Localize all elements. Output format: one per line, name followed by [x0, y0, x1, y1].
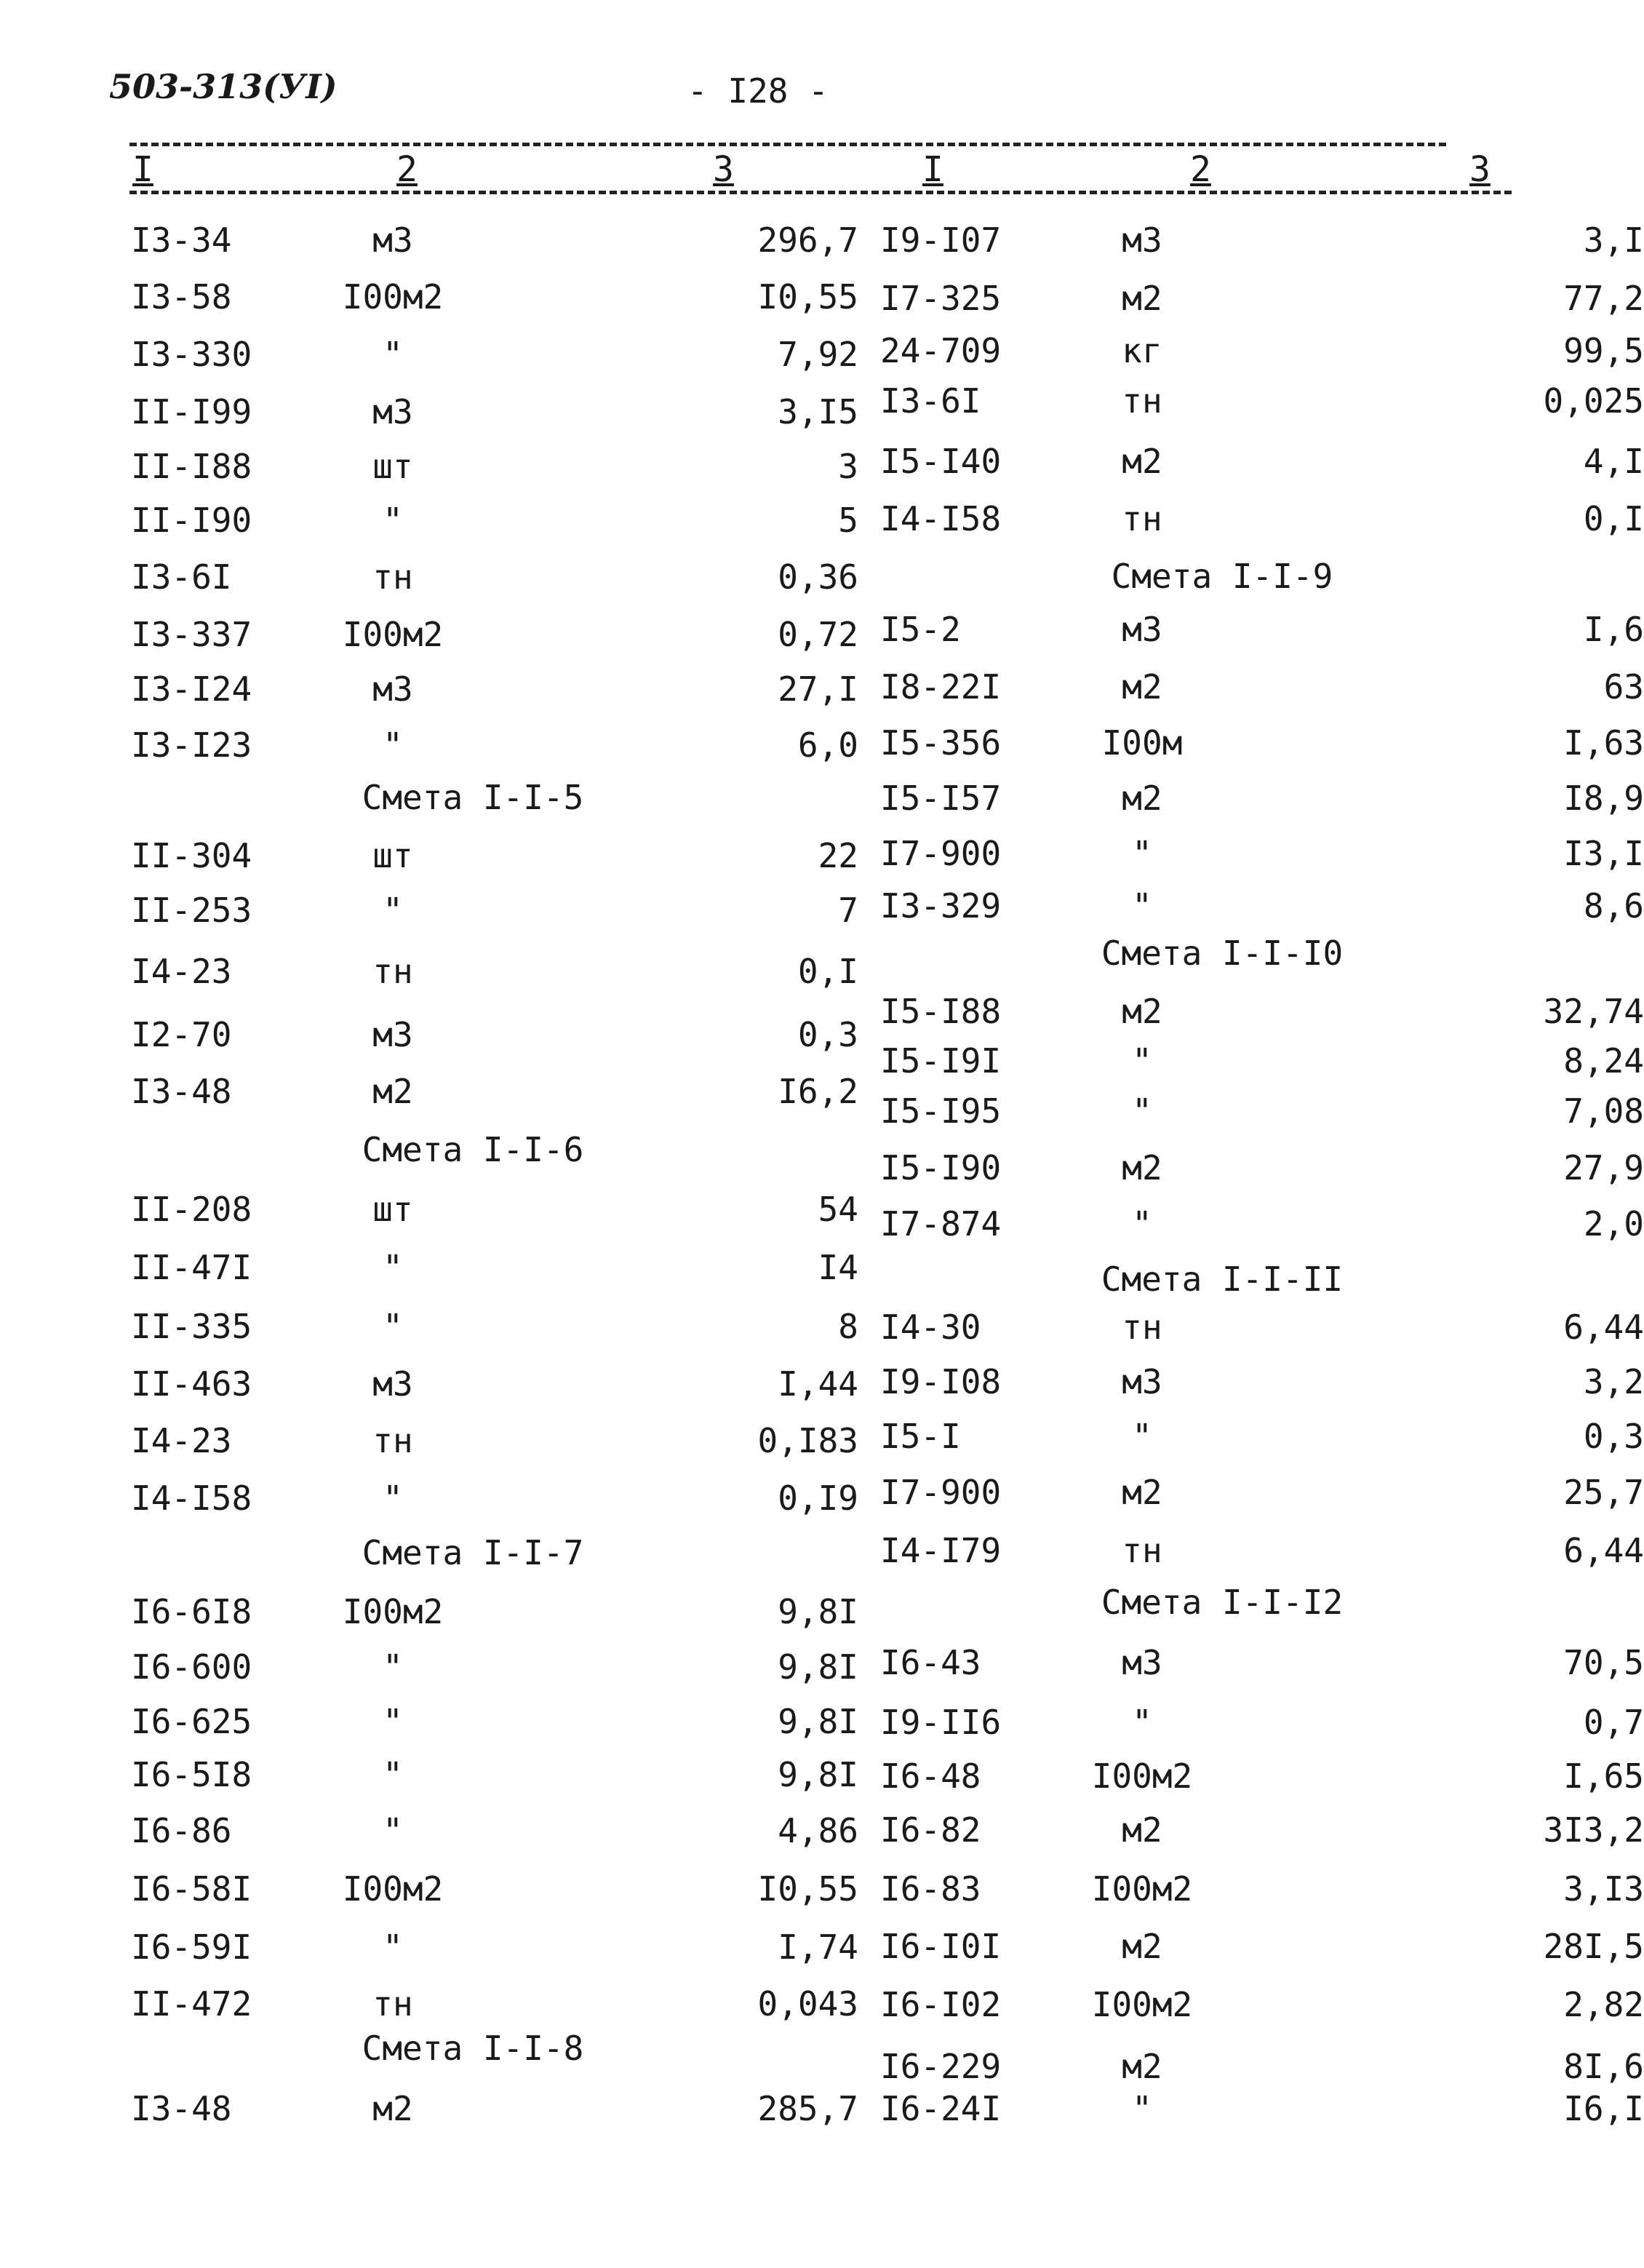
unit-of-measure: I00м2 [342, 1592, 444, 1631]
header-right-col2: 2 [1190, 149, 1211, 190]
quantity: 5 [838, 501, 858, 540]
unit-of-measure: " [1132, 1091, 1152, 1131]
quantity: 0,043 [757, 1984, 858, 2024]
section-heading [131, 1531, 858, 1575]
quantity: 70,5 [1563, 1643, 1644, 1682]
item-code: I3-6I [131, 557, 232, 597]
unit-of-measure: тн [372, 1984, 413, 2024]
table-row [880, 1983, 1644, 2026]
unit-of-measure: м2 [1122, 1473, 1162, 1512]
unit-of-measure: " [383, 1755, 403, 1794]
section-heading [131, 2026, 858, 2070]
table-row [880, 1700, 1644, 1744]
quantity: 9,8I [778, 1647, 858, 1687]
item-code: I3-I24 [131, 669, 252, 709]
section-heading [131, 1128, 858, 1171]
quantity: 0,3 [797, 1015, 858, 1054]
item-code: I9-I08 [880, 1362, 1002, 1401]
item-code: I6-43 [880, 1643, 981, 1682]
quantity: I3,I [1563, 834, 1644, 873]
quantity: 8,24 [1563, 1041, 1644, 1081]
table-row [880, 1925, 1644, 1968]
table-row [131, 218, 858, 262]
item-code: II-208 [131, 1190, 252, 1229]
unit-of-measure: тн [372, 1421, 413, 1460]
quantity: 22 [818, 836, 858, 875]
quantity: 7 [838, 891, 858, 930]
table-row [880, 439, 1644, 483]
table-row [880, 329, 1644, 373]
unit-of-measure: " [1132, 1204, 1152, 1244]
quantity: 8I,6 [1563, 2047, 1644, 2086]
table-row [880, 1146, 1644, 1190]
item-code: I6-5I8 [131, 1755, 252, 1794]
unit-of-measure: м2 [1122, 442, 1162, 481]
quantity: 77,2 [1563, 279, 1644, 318]
item-code: I6-48 [880, 1756, 981, 1796]
item-code: I6-I02 [880, 1985, 1002, 2024]
table-row [880, 1305, 1644, 1349]
table-row [131, 555, 858, 599]
table-row [880, 832, 1644, 875]
quantity: 63 [1603, 667, 1644, 707]
unit-of-measure: " [383, 1479, 403, 1518]
unit-of-measure: м2 [372, 2089, 413, 2128]
item-code: II-I99 [131, 392, 252, 431]
item-code: I7-325 [880, 279, 1002, 318]
table-row [880, 1529, 1644, 1572]
item-code: I3-48 [131, 2089, 232, 2128]
section-title: Смета I-I-8 [362, 2029, 584, 2068]
unit-of-measure: " [1132, 1703, 1152, 1742]
table-row [880, 1867, 1644, 1911]
quantity: I,44 [778, 1364, 858, 1404]
unit-of-measure: м2 [1122, 1810, 1162, 1850]
unit-of-measure: " [1132, 834, 1152, 873]
item-code: I3-58 [131, 277, 232, 317]
item-code: I3-34 [131, 220, 232, 260]
quantity: 6,0 [797, 725, 858, 765]
table-row [880, 276, 1644, 320]
item-code: I6-229 [880, 2047, 1002, 2086]
table-row [131, 888, 858, 932]
table-row [880, 1414, 1644, 1458]
item-code: II-463 [131, 1364, 252, 1404]
table-row [131, 333, 858, 376]
unit-of-measure: тн [1122, 1531, 1162, 1570]
unit-of-measure: " [1132, 1041, 1152, 1081]
table-row [131, 1809, 858, 1853]
table-row [131, 667, 858, 711]
quantity: 9,8I [778, 1702, 858, 1741]
table-row [131, 1246, 858, 1289]
table-row [880, 379, 1644, 423]
unit-of-measure: м2 [1122, 279, 1162, 318]
item-code: I6-86 [131, 1811, 232, 1850]
quantity: 7,92 [778, 335, 858, 374]
table-row [880, 2087, 1644, 2130]
unit-of-measure: м3 [372, 1015, 413, 1054]
quantity: 54 [818, 1190, 858, 1229]
item-code: II-253 [131, 891, 252, 930]
unit-of-measure: м2 [1122, 779, 1162, 818]
table-row [880, 1808, 1644, 1852]
quantity: 6,44 [1563, 1308, 1644, 1347]
header-right-col3: 3 [1469, 149, 1491, 190]
item-code: I6-I0I [880, 1927, 1002, 1966]
item-code: II-472 [131, 1984, 252, 2024]
quantity: 296,7 [757, 220, 858, 260]
table-row [131, 390, 858, 434]
quantity: I,63 [1563, 723, 1644, 763]
section-title: Смета I-I-I2 [1101, 1583, 1344, 1622]
table-row [131, 1700, 858, 1743]
item-code: I7-900 [880, 1473, 1002, 1512]
header-top-rule [129, 143, 1446, 146]
unit-of-measure: м2 [1122, 1927, 1162, 1966]
item-code: I5-I57 [880, 779, 1002, 818]
table-row [131, 1419, 858, 1463]
quantity: 2,82 [1563, 1985, 1644, 2024]
unit-of-measure: " [383, 725, 403, 765]
table-row [880, 1039, 1644, 1083]
item-code: I4-I58 [880, 499, 1002, 538]
quantity: I8,9 [1563, 779, 1644, 818]
table-row [131, 1187, 858, 1231]
table-row [880, 1471, 1644, 1514]
unit-of-measure: " [1132, 2089, 1152, 2128]
quantity: 3,I [1583, 220, 1644, 260]
quantity: I0,55 [757, 1869, 858, 1909]
section-title: Смета I-I-5 [362, 778, 584, 817]
quantity: 27,9 [1563, 1148, 1644, 1187]
section-title: Смета I-I-9 [1111, 557, 1333, 596]
unit-of-measure: шт [372, 447, 413, 486]
table-row [131, 1305, 858, 1348]
item-code: I3-48 [131, 1072, 232, 1111]
unit-of-measure: м3 [1122, 1643, 1162, 1682]
item-code: II-I88 [131, 447, 252, 486]
item-code: I2-70 [131, 1015, 232, 1054]
unit-of-measure: м2 [1122, 1148, 1162, 1187]
item-code: I3-6I [880, 381, 981, 421]
unit-of-measure: I00м2 [342, 277, 444, 317]
section-heading [880, 554, 1608, 598]
quantity: 9,8I [778, 1755, 858, 1794]
quantity: 32,74 [1543, 992, 1644, 1031]
quantity: 9,8I [778, 1592, 858, 1631]
item-code: I3-330 [131, 335, 252, 374]
quantity: 27,I [778, 669, 858, 709]
item-code: I5-I95 [880, 1091, 1002, 1131]
item-code: I3-I23 [131, 725, 252, 765]
unit-of-measure: " [383, 1927, 403, 1967]
table-row [131, 1013, 858, 1057]
item-code: I4-I79 [880, 1531, 1002, 1570]
unit-of-measure: " [383, 891, 403, 930]
table-row [131, 1476, 858, 1520]
unit-of-measure: м3 [372, 1364, 413, 1404]
quantity: 0,I [797, 952, 858, 991]
quantity: 0,I [1583, 499, 1644, 538]
table-row [131, 498, 858, 542]
item-code: I5-I40 [880, 442, 1002, 481]
item-code: I6-600 [131, 1647, 252, 1687]
unit-of-measure: м3 [372, 669, 413, 709]
unit-of-measure: I00м [1101, 723, 1183, 763]
section-title: Смета I-I-II [1101, 1260, 1344, 1299]
unit-of-measure: " [383, 1811, 403, 1850]
unit-of-measure: шт [372, 836, 413, 875]
table-row [880, 990, 1644, 1033]
item-code: I5-I9I [880, 1041, 1002, 1081]
quantity: 6,44 [1563, 1531, 1644, 1570]
unit-of-measure: " [383, 501, 403, 540]
unit-of-measure: тн [372, 952, 413, 991]
unit-of-measure: тн [372, 557, 413, 597]
item-code: I9-I07 [880, 220, 1002, 260]
table-row [880, 1089, 1644, 1133]
item-code: I6-83 [880, 1869, 981, 1909]
quantity: 0,72 [778, 615, 858, 654]
quantity: 0,I9 [778, 1479, 858, 1518]
unit-of-measure: тн [1122, 1308, 1162, 1347]
item-code: I5-I90 [880, 1148, 1002, 1187]
item-code: I4-30 [880, 1308, 981, 1347]
item-code: I7-874 [880, 1204, 1002, 1244]
item-code: I4-I58 [131, 1479, 252, 1518]
unit-of-measure: I00м2 [342, 1869, 444, 1909]
unit-of-measure: м2 [1122, 667, 1162, 707]
table-row [131, 445, 858, 488]
unit-of-measure: м3 [1122, 1362, 1162, 1401]
item-code: II-47I [131, 1248, 252, 1287]
quantity: 0,3 [1583, 1417, 1644, 1456]
section-title: Смета I-I-I0 [1101, 934, 1344, 973]
quantity: 99,5 [1563, 331, 1644, 370]
table-row [880, 1754, 1644, 1798]
item-code: I7-900 [880, 834, 1002, 873]
item-code: I6-6I8 [131, 1592, 252, 1631]
unit-of-measure: м2 [1122, 2047, 1162, 2086]
item-code: 24-709 [880, 331, 1002, 370]
quantity: 3,I3 [1563, 1869, 1644, 1909]
quantity: 2,0 [1583, 1204, 1644, 1244]
item-code: I9-II6 [880, 1703, 1002, 1742]
item-code: I5-I [880, 1417, 961, 1456]
quantity: 0,I83 [757, 1421, 858, 1460]
table-row [131, 950, 858, 993]
unit-of-measure: м2 [372, 1072, 413, 1111]
page-number: - I28 - [687, 71, 829, 111]
item-code: I3-337 [131, 615, 252, 654]
item-code: I4-23 [131, 952, 232, 991]
quantity: 8 [838, 1307, 858, 1346]
quantity: 285,7 [757, 2089, 858, 2128]
unit-of-measure: " [383, 1248, 403, 1287]
item-code: I5-2 [880, 610, 961, 649]
section-heading [880, 931, 1608, 975]
table-row [880, 497, 1644, 541]
quantity: 4,86 [778, 1811, 858, 1850]
unit-of-measure: кг [1122, 331, 1162, 370]
quantity: 0,7 [1583, 1703, 1644, 1742]
header-left-col3: 3 [713, 149, 734, 190]
table-row [880, 776, 1644, 820]
table-row [880, 1641, 1644, 1684]
table-row [131, 723, 858, 767]
quantity: 0,36 [778, 557, 858, 597]
quantity: I,65 [1563, 1756, 1644, 1796]
table-row [131, 2087, 858, 2130]
section-heading [880, 1580, 1608, 1624]
item-code: II-304 [131, 836, 252, 875]
table-row [880, 1202, 1644, 1246]
unit-of-measure: м3 [1122, 220, 1162, 260]
quantity: I6,2 [778, 1072, 858, 1111]
unit-of-measure: " [1132, 886, 1152, 926]
item-code: I5-I88 [880, 992, 1002, 1031]
document-code: 503-313(УI) [109, 67, 338, 106]
table-row [880, 665, 1644, 709]
table-row [880, 218, 1644, 262]
table-row [880, 2045, 1644, 2088]
header-right-col1: I [922, 149, 943, 190]
unit-of-measure: " [383, 1647, 403, 1687]
unit-of-measure: шт [372, 1190, 413, 1229]
section-title: Смета I-I-6 [362, 1130, 584, 1169]
section-heading [131, 776, 858, 819]
unit-of-measure: " [1132, 1417, 1152, 1456]
item-code: I6-82 [880, 1810, 981, 1850]
quantity: I,74 [778, 1927, 858, 1967]
item-code: I5-356 [880, 723, 1002, 763]
unit-of-measure: м3 [1122, 610, 1162, 649]
quantity: I0,55 [757, 277, 858, 317]
unit-of-measure: " [383, 1307, 403, 1346]
unit-of-measure: м3 [372, 220, 413, 260]
table-row [131, 613, 858, 656]
header-bottom-rule [129, 191, 1512, 194]
unit-of-measure: " [383, 335, 403, 374]
quantity: 3 [838, 447, 858, 486]
quantity: 4,I [1583, 442, 1644, 481]
section-title: Смета I-I-7 [362, 1533, 584, 1572]
unit-of-measure: I00м2 [1091, 1869, 1193, 1909]
item-code: I6-625 [131, 1702, 252, 1741]
item-code: I6-59I [131, 1927, 252, 1967]
item-code: I6-24I [880, 2089, 1002, 2128]
quantity: I6,I [1563, 2089, 1644, 2128]
unit-of-measure: " [383, 1702, 403, 1741]
item-code: I3-329 [880, 886, 1002, 926]
table-row [880, 608, 1644, 651]
quantity: 7,08 [1563, 1091, 1644, 1131]
quantity: 3,I5 [778, 392, 858, 431]
section-heading [880, 1257, 1608, 1301]
unit-of-measure: тн [1122, 499, 1162, 538]
table-row [131, 834, 858, 878]
table-row [880, 884, 1644, 928]
quantity: 3,2 [1583, 1362, 1644, 1401]
quantity: 25,7 [1563, 1473, 1644, 1512]
unit-of-measure: I00м2 [1091, 1985, 1193, 2024]
quantity: 3I3,2 [1543, 1810, 1644, 1850]
item-code: II-335 [131, 1307, 252, 1346]
table-row [131, 1590, 858, 1634]
table-row [880, 721, 1644, 765]
table-row [131, 1362, 858, 1406]
table-row [880, 1360, 1644, 1404]
quantity: 0,025 [1543, 381, 1644, 421]
header-left-col1: I [132, 149, 153, 190]
table-row [131, 1867, 858, 1911]
quantity: 8,6 [1583, 886, 1644, 926]
unit-of-measure: I00м2 [342, 615, 444, 654]
quantity: 28I,5 [1543, 1927, 1644, 1966]
unit-of-measure: м2 [1122, 992, 1162, 1031]
table-row [131, 1925, 858, 1969]
table-row [131, 275, 858, 319]
unit-of-measure: I00м2 [1091, 1756, 1193, 1796]
table-row [131, 1070, 858, 1113]
item-code: I6-58I [131, 1869, 252, 1909]
table-row [131, 1753, 858, 1797]
item-code: I8-22I [880, 667, 1002, 707]
quantity: I,6 [1583, 610, 1644, 649]
quantity: I4 [818, 1248, 858, 1287]
table-row [131, 1645, 858, 1689]
item-code: I4-23 [131, 1421, 232, 1460]
unit-of-measure: тн [1122, 381, 1162, 421]
table-row [131, 1982, 858, 2026]
header-left-col2: 2 [396, 149, 418, 190]
item-code: II-I90 [131, 501, 252, 540]
unit-of-measure: м3 [372, 392, 413, 431]
